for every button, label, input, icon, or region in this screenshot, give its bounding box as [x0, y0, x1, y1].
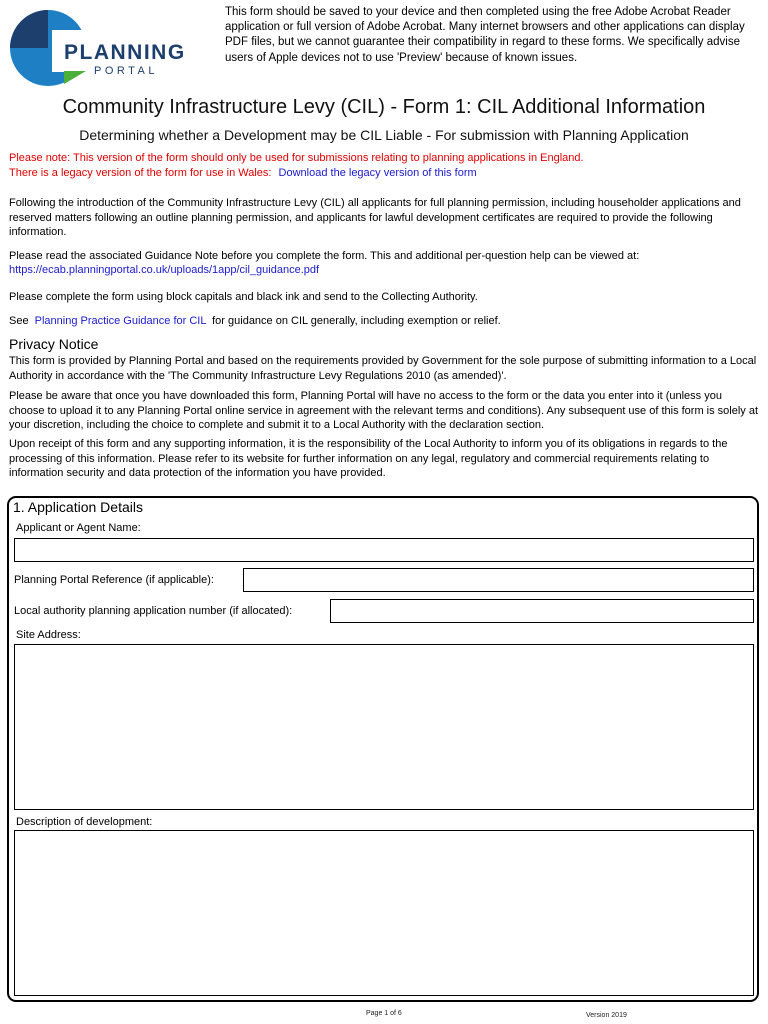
applicant-name-field[interactable]	[14, 538, 754, 562]
page-title: Community Infrastructure Levy (CIL) - Form 1: CIL Additional Information	[62, 96, 706, 118]
logo-text-portal: PORTAL	[94, 65, 158, 77]
site-address-field[interactable]	[14, 644, 754, 810]
version-label: Version 2019	[586, 1012, 627, 1019]
la-number-label: Local authority planning application number (if allocated):	[14, 605, 293, 617]
site-address-label: Site Address:	[16, 629, 81, 641]
wales-note-text: There is a legacy version of the form for use in Wales:	[9, 167, 272, 179]
privacy-notice-heading: Privacy Notice	[9, 336, 99, 352]
see-suffix: for guidance on CIL generally, including exemption or relief.	[212, 315, 501, 327]
england-note: Please note: This version of the form should only be used for submissions relating to planning applications in England.	[9, 152, 584, 164]
privacy-paragraph-1: This form is provided by Planning Portal and based on the requirements provided by Government for the sole purpose of submitting information to a Local Authority in accordance with the 'The Community Infrastructure Levy Regulations 2010 (as amended)'.	[9, 355, 757, 382]
practice-guidance-link[interactable]: Planning Practice Guidance for CIL	[34, 315, 207, 327]
pp-reference-field[interactable]	[243, 568, 754, 592]
block-capitals-text: Please complete the form using block capitals and black ink and send to the Collecting Authority.	[9, 291, 478, 303]
section-title: 1. Application Details	[13, 499, 143, 515]
applicant-name-label: Applicant or Agent Name:	[16, 522, 141, 534]
description-field[interactable]	[14, 830, 754, 996]
wales-note	[9, 166, 477, 181]
pp-reference-label: Planning Portal Reference (if applicable):	[14, 574, 214, 586]
guidance-url-link[interactable]: https://ecab.planningportal.co.uk/uploads/1app/cil_guidance.pdf	[9, 264, 320, 276]
privacy-paragraph-2: Please be aware that once you have downloaded this form, Planning Portal will have no access to the form or the data you enter into it (unless you choose to upload it to any Planning Portal online service in agreement with the relevant terms and conditions). Any subsequent use of this form is solely at your discretion, including the choice to complete and submit it to a Local Authority with the declaration section.	[9, 390, 759, 432]
see-prefix: See	[9, 315, 29, 327]
logo-text-planning: PLANNING	[64, 41, 186, 64]
legacy-form-link[interactable]: Download the legacy version of this form	[278, 167, 477, 179]
guidance-text: Please read the associated Guidance Note before you complete the form. This and additional per-question help can be viewed at:	[9, 250, 640, 262]
description-label: Description of development:	[16, 816, 153, 828]
intro-text: This form should be saved to your device and then completed using the free Adobe Acrobat Reader application or full version of Adobe Acrobat. Many internet browsers and other applications can display PDF files, but we cannot guarantee their compatibility in regard to these forms. We specifically advise users of Apple devices not to use 'Preview' because of known issues.	[225, 6, 745, 64]
following-paragraph: Following the introduction of the Community Infrastructure Levy (CIL) all applicants for full planning permission, including householder applications and reserved matters following an outline planning permission, and applicants for lawful development certificates are required to provide the following information.	[9, 197, 741, 239]
privacy-paragraph-3: Upon receipt of this form and any supporting information, it is the responsibility of the Local Authority to inform you of its obligations in regards to the processing of this information. Please refer to its website for further information on any legal, regulatory and commercial requirements relating to information security and data protection of the information you have provided.	[9, 438, 728, 480]
la-number-field[interactable]	[330, 599, 754, 623]
see-guidance-line	[9, 314, 501, 329]
page-subtitle: Determining whether a Development may be CIL Liable - For submission with Planning Application	[79, 127, 689, 143]
planning-portal-logo	[8, 8, 198, 88]
page-number: Page 1 of 6	[366, 1010, 402, 1017]
